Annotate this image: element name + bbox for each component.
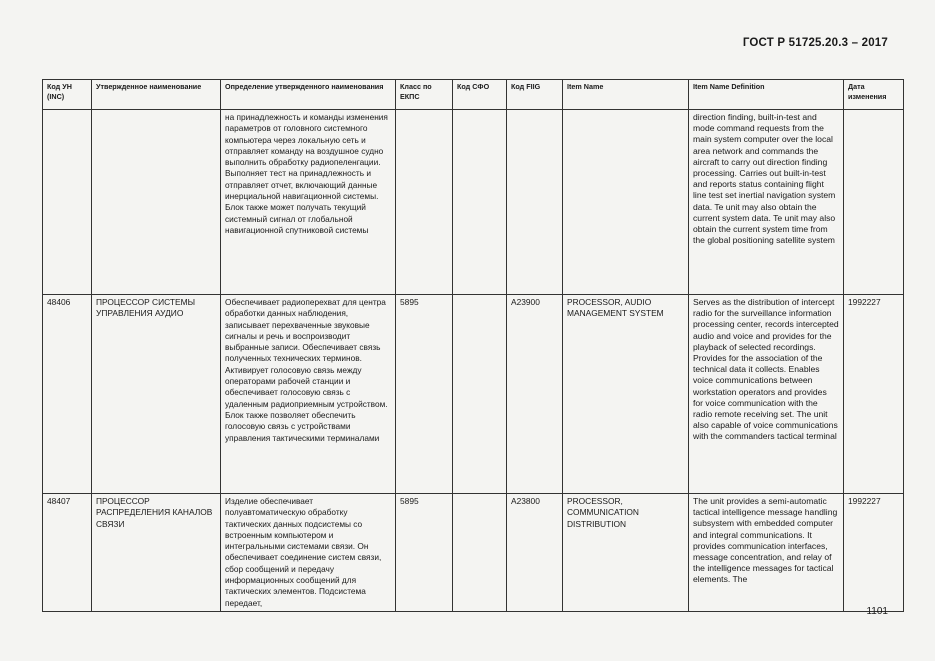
cell-definition-ru: Обеспечивает радиоперехват для центра обработки данных наблюдения, записывает перехваченные звуковые сигналы и речь и воспроизводит выбранные записи. Обеспечивает связь полученных технических терминов. Активирует голосовую связь между операторами рабочей станции и обеспечивает голосовую связь с удаленным радиоприемным устройством. Блок также позволяет обеспечить голосовую связь с устройствами управления тактическими терминалами — [221, 295, 396, 494]
table-row — [43, 295, 904, 494]
cell-inc: 48406 — [43, 295, 92, 494]
cell-definition-en: Serves as the distribution of intercept radio for the surveillance information processing center, records intercepted audio and voice and provides for the playback of selected recordings. Provides for the association of the technical data it collects. Enables voice communications between workstation operators and provides for voice communication with the radio remote receiving set. The unit also capable of voice communications with the commanders tactical terminal — [689, 295, 844, 494]
cell-sfo — [453, 494, 507, 612]
cell-inc: 48407 — [43, 494, 92, 612]
col-header-item-name-definition: Item Name Definition — [689, 80, 844, 110]
document-code: ГОСТ Р 51725.20.3 – 2017 — [742, 37, 888, 49]
nomenclature-table — [42, 79, 904, 612]
cell-ekps — [396, 110, 453, 295]
cell-name-ru: ПРОЦЕССОР СИСТЕМЫ УПРАВЛЕНИЯ АУДИО — [92, 295, 221, 494]
cell-date: 1992227 — [844, 494, 904, 612]
col-header-approved-name: Утвержденное наименование — [92, 80, 221, 110]
cell-item-name: PROCESSOR, AUDIO MANAGEMENT SYSTEM — [563, 295, 689, 494]
col-header-sfo-code: Код СФО — [453, 80, 507, 110]
cell-ekps: 5895 — [396, 295, 453, 494]
col-header-fiig-code: Код FIIG — [507, 80, 563, 110]
cell-name-ru: ПРОЦЕССОР РАСПРЕДЕЛЕНИЯ КАНАЛОВ СВЯЗИ — [92, 494, 221, 612]
table-header-row — [43, 80, 904, 110]
cell-fiig — [507, 110, 563, 295]
cell-name-ru — [92, 110, 221, 295]
cell-definition-en: The unit provides a semi-automatic tactical intelligence message handling subsystem with embedded computer and integral communications. It provides communication interfaces, message concentration, and relay of the intelligence messages for tactical elements. The — [689, 494, 844, 612]
table-row — [43, 494, 904, 612]
cell-fiig: A23900 — [507, 295, 563, 494]
cell-inc — [43, 110, 92, 295]
cell-definition-ru: Изделие обеспечивает полуавтоматическую обработку тактических данных подсистемы со встроенным компьютером и интегральными системами связи. Он обеспечивает соединение систем связи, сбор сообщений и передачу информационных сообщений для тактических элементов. Подсистема передает, — [221, 494, 396, 612]
page-number: 1101 — [866, 606, 888, 617]
cell-ekps: 5895 — [396, 494, 453, 612]
col-header-item-name: Item Name — [563, 80, 689, 110]
cell-date — [844, 110, 904, 295]
col-header-definition-ru: Определение утвержденного наименования — [221, 80, 396, 110]
cell-item-name — [563, 110, 689, 295]
col-header-change-date: Дата изменения — [844, 80, 904, 110]
col-header-ekps-class: Класс по ЕКПС — [396, 80, 453, 110]
cell-item-name: PROCESSOR, COMMUNICATION DISTRIBUTION — [563, 494, 689, 612]
cell-date: 1992227 — [844, 295, 904, 494]
cell-definition-en: direction finding, built-in-test and mode command requests from the main system computer over the local area network and commands the aircraft to carry out direction finding processing. Carries out built-in-test and reports status containing flight line test set inertial navigation system data. Te unit may also obtain the current system data. Te unit may also obtain the current system time from the global positioning satellite system — [689, 110, 844, 295]
table-row-continuation — [43, 110, 904, 295]
cell-fiig: A23800 — [507, 494, 563, 612]
col-header-inc: Код УН (INC) — [43, 80, 92, 110]
cell-sfo — [453, 295, 507, 494]
cell-definition-ru: на принадлежность и команды изменения параметров от головного системного компьютера через локальную сеть и отправляет команду на воздушное судно выполнить обработку радиопеленгации. Выполняет тест на принадлежность и отправляет отчет, включающий данные инерциальной навигационной системы. Блок также может получать текущий системный сигнал от глобальной навигационной спутниковой системы — [221, 110, 396, 295]
cell-sfo — [453, 110, 507, 295]
